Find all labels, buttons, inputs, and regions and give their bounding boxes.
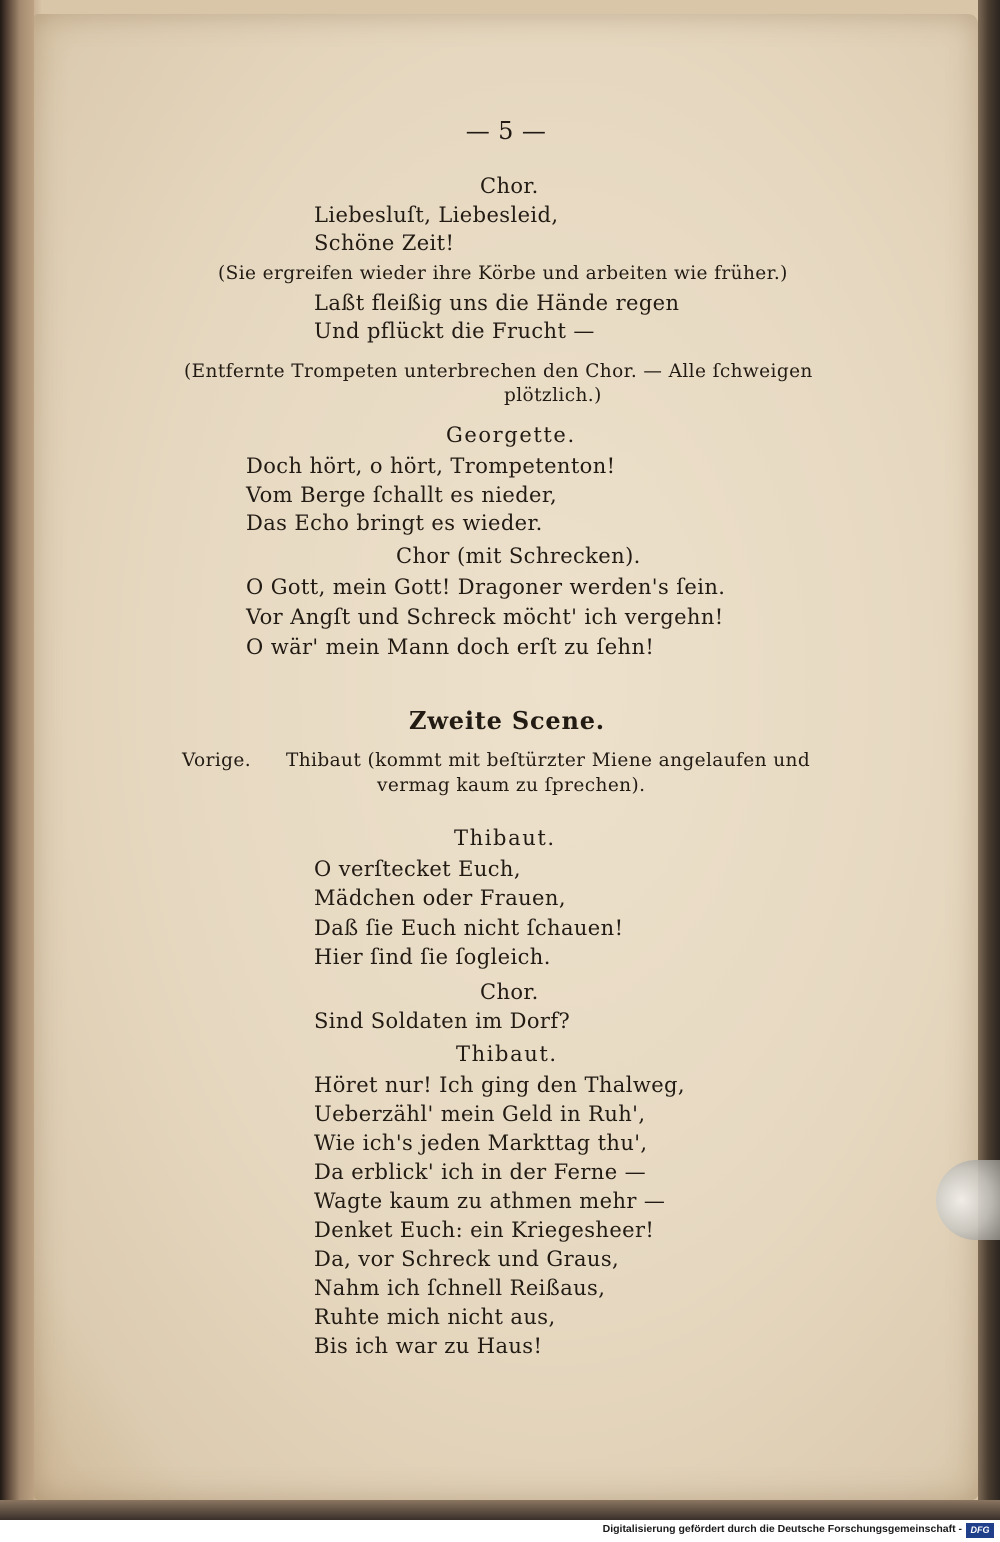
verse-line: Ueberzähl' mein Geld in Ruh', — [314, 1102, 646, 1126]
verse-line: Mädchen oder Frauen, — [314, 886, 566, 910]
verse-line: Doch hört, o hört, Trompetenton! — [246, 454, 616, 478]
verse-line: Und pflückt die Frucht — — [314, 319, 595, 343]
funding-credit: Digitalisierung gefördert durch die Deutsche Forschungsgemeinschaft - — [602, 1523, 962, 1535]
page-right-edge — [978, 0, 1000, 1520]
scene-intro-text: Thibaut (kommt mit beſtürzter Miene angelaufen und — [286, 750, 811, 771]
speaker-georgette: Georgette. — [446, 423, 576, 447]
scene-previous: Vorige. — [182, 750, 252, 771]
verse-line: Vor Angſt und Schreck möcht' ich vergehn! — [246, 605, 724, 629]
scene-intro-text: vermag kaum zu ſprechen). — [377, 775, 646, 796]
speaker-chorus: Chor. — [480, 980, 539, 1004]
speaker-thibaut: Thibaut. — [454, 826, 556, 850]
verse-line: Laßt fleißig uns die Hände regen — [314, 291, 680, 315]
verse-line: Da erblick' ich in der Ferne — — [314, 1160, 647, 1184]
verse-line: Nahm ich ſchnell Reißaus, — [314, 1276, 606, 1300]
speaker-chorus-fear: Chor (mit Schrecken). — [396, 544, 641, 568]
stage-direction: (Sie ergreifen wieder ihre Körbe und arbeiten wie früher.) — [218, 263, 788, 284]
speaker-chorus: Chor. — [480, 174, 539, 198]
verse-line: Liebesluſt, Liebesleid, — [314, 203, 559, 227]
verse-line: Da, vor Schreck und Graus, — [314, 1247, 620, 1271]
verse-line: O verſtecket Euch, — [314, 857, 521, 881]
verse-line: Vom Berge ſchallt es nieder, — [246, 483, 558, 507]
page-bottom-edge — [0, 1500, 1000, 1520]
page-number: — 5 — — [465, 117, 547, 145]
verse-line: Höret nur! Ich ging den Thalweg, — [314, 1073, 685, 1097]
stage-direction: (Entfernte Trompeten unterbrechen den Chor. — Alle ſchweigen — [184, 361, 813, 382]
book-page — [34, 14, 978, 1500]
verse-line: Daß ſie Euch nicht ſchauen! — [314, 916, 624, 940]
verse-line: Bis ich war zu Haus! — [314, 1334, 543, 1358]
verse-line: Das Echo bringt es wieder. — [246, 511, 543, 535]
verse-line: Wagte kaum zu athmen mehr — — [314, 1189, 666, 1213]
verse-line: Denket Euch: ein Kriegesheer! — [314, 1218, 655, 1242]
verse-line: Sind Soldaten im Dorf? — [314, 1009, 571, 1033]
scene-title: Zweite Scene. — [409, 706, 605, 735]
verse-line: Schöne Zeit! — [314, 231, 455, 255]
verse-line: Wie ich's jeden Markttag thu', — [314, 1131, 648, 1155]
verse-line: O wär' mein Mann doch erſt zu ſehn! — [246, 635, 655, 659]
verse-line: O Gott, mein Gott! Dragoner werden's ſein. — [246, 575, 726, 599]
dfg-logo: DFG — [966, 1523, 994, 1538]
book-spine-edge — [0, 0, 34, 1520]
speaker-thibaut: Thibaut. — [456, 1042, 558, 1066]
verse-line: Hier ſind ſie ſogleich. — [314, 945, 551, 969]
stage-direction: plötzlich.) — [504, 385, 602, 406]
verse-line: Ruhte mich nicht aus, — [314, 1305, 556, 1329]
